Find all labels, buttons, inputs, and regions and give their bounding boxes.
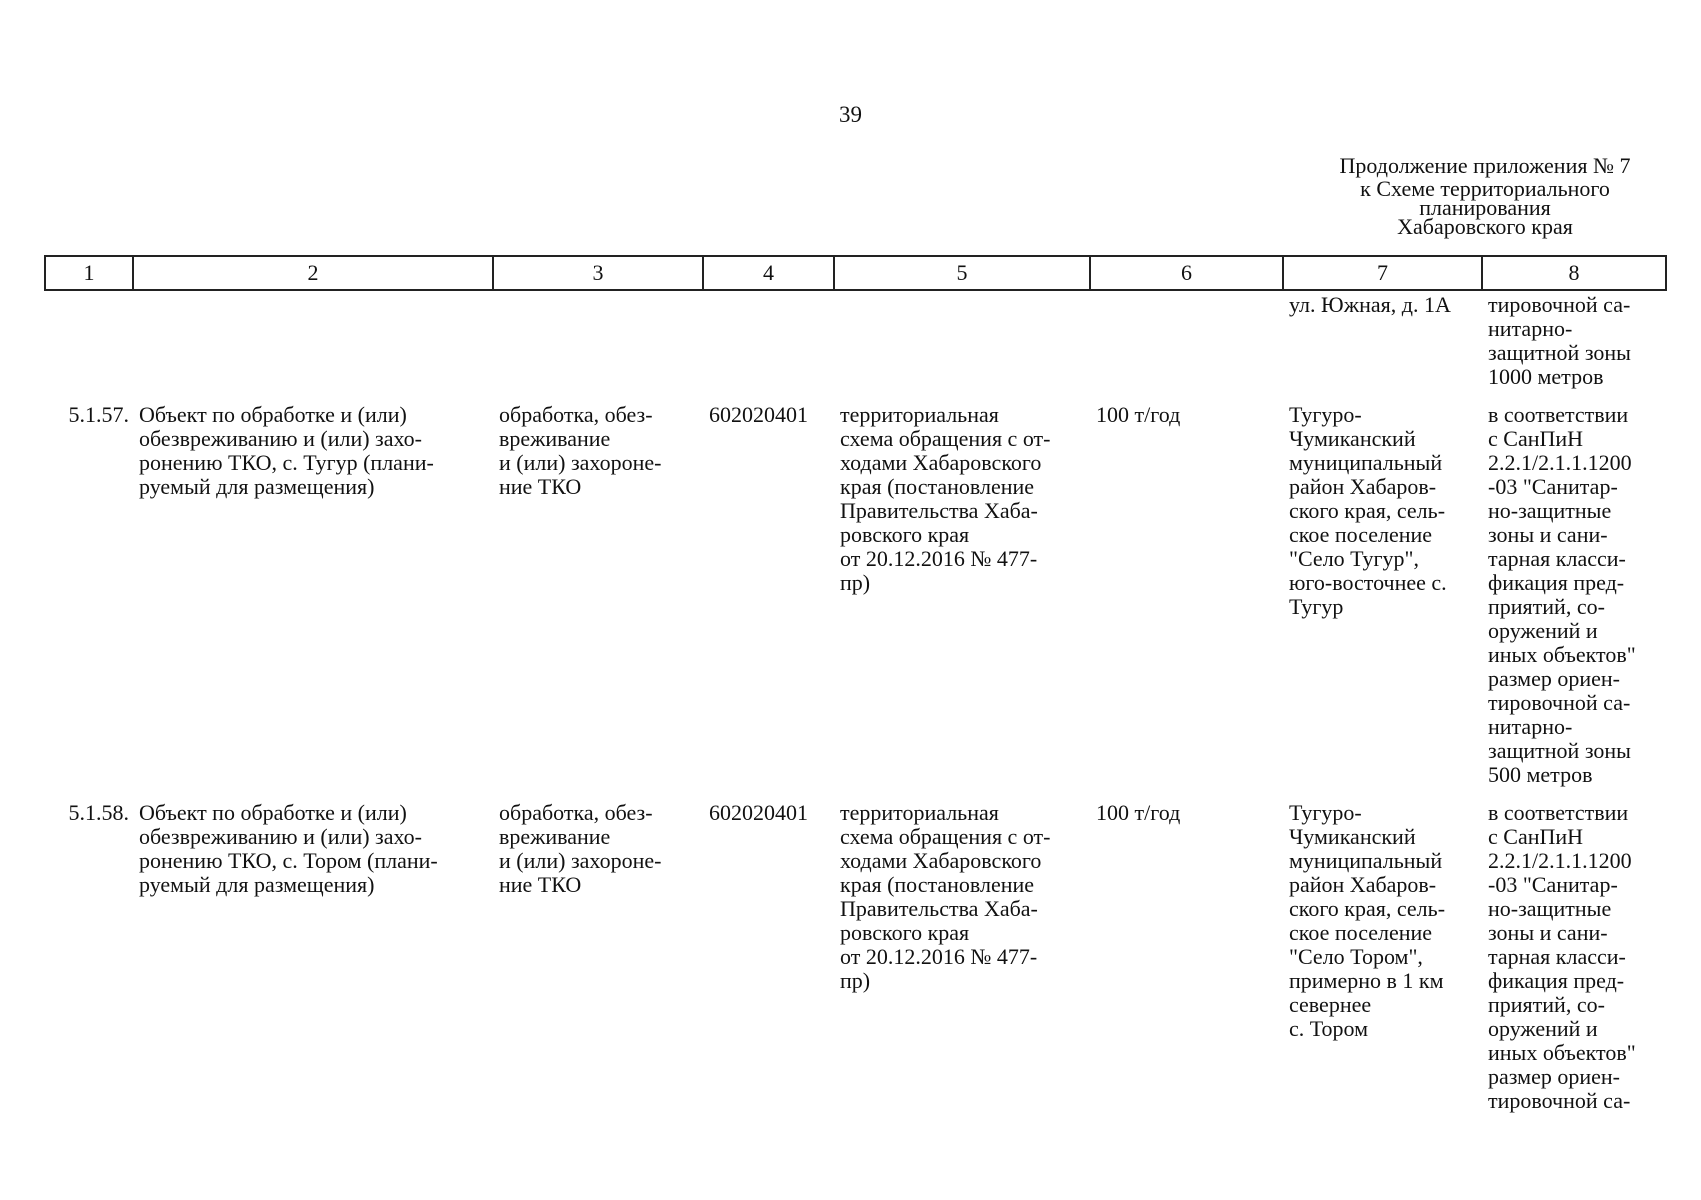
cell-basis: территориальная схема обращения с от- ходами Хабаровского края (постановление Правительства Хаба- ровского края от 20.12.2016 № 477- пр): [840, 402, 1051, 595]
cell-basis: территориальная схема обращения с от- ходами Хабаровского края (постановление Правительства Хаба- ровского края от 20.12.2016 № 477- пр): [840, 800, 1051, 993]
cell-purpose: обработка, обез- вреживание и (или) захороне- ние ТКО: [499, 800, 662, 897]
cell-number: 5.1.58.: [68, 800, 129, 825]
column-header-2: 2: [133, 256, 493, 290]
column-number-row: [45, 256, 1666, 290]
cell-location: Тугуро- Чумиканский муниципальный район Хабаров- ского края, сель- ское поселение "Село Тором", примерно в 1 км севернее с. Тором: [1289, 800, 1446, 1041]
column-header-7: 7: [1283, 256, 1482, 290]
objects-table: [44, 255, 1667, 1127]
column-header-1: 1: [45, 256, 133, 290]
table-row: [45, 801, 1666, 1127]
appendix-note-line-3: планирования: [1419, 195, 1551, 220]
table-row: [45, 403, 1666, 801]
cell-name: Объект по обработке и (или) обезвреживанию и (или) захо- ронению ТКО, с. Тугур (плани- руемый для размещения): [139, 402, 434, 499]
cell-location: ул. Южная, д. 1А: [1289, 292, 1451, 317]
appendix-note-line-1: Продолжение приложения № 7: [1339, 153, 1631, 178]
cell-capacity: 100 т/год: [1096, 800, 1181, 825]
cell-zone: тировочной са- нитарно- защитной зоны 1000 метров: [1488, 292, 1631, 389]
table-row-continuation: [45, 290, 1666, 403]
cell-zone: в соответствии с СанПиН 2.2.1/2.1.1.1200 -03 "Санитар- но-защитные зоны и сани- тарная класси- фикация пред- приятий, со- оружений и иных объектов" размер ориен- тировочной са-: [1488, 800, 1636, 1113]
cell-number: 5.1.57.: [68, 402, 129, 427]
page-number: 39: [839, 102, 862, 127]
column-header-6: 6: [1090, 256, 1283, 290]
column-header-3: 3: [493, 256, 703, 290]
appendix-note-line-4: Хабаровского края: [1397, 214, 1573, 239]
cell-capacity: 100 т/год: [1096, 402, 1181, 427]
cell-purpose: обработка, обез- вреживание и (или) захороне- ние ТКО: [499, 402, 662, 499]
cell-code: 602020401: [709, 800, 808, 825]
appendix-note: [1300, 152, 1670, 239]
cell-code: 602020401: [709, 402, 808, 427]
column-header-8: 8: [1482, 256, 1666, 290]
appendix-note-line-2: к Схеме территориального: [1360, 176, 1610, 201]
cell-zone: в соответствии с СанПиН 2.2.1/2.1.1.1200 -03 "Санитар- но-защитные зоны и сани- тарная класси- фикация пред- приятий, со- оружений и иных объектов" размер ориен- тировочной са- нитарно- защитной зоны 500 метров: [1488, 402, 1636, 787]
cell-location: Тугуро- Чумиканский муниципальный район Хабаров- ского края, сель- ское поселение "Село Тугур", юго-восточнее с. Тугур: [1289, 402, 1447, 619]
cell-name: Объект по обработке и (или) обезвреживанию и (или) захо- ронению ТКО, с. Тором (плани- руемый для размещения): [139, 800, 438, 897]
column-header-5: 5: [834, 256, 1090, 290]
column-header-4: 4: [703, 256, 834, 290]
